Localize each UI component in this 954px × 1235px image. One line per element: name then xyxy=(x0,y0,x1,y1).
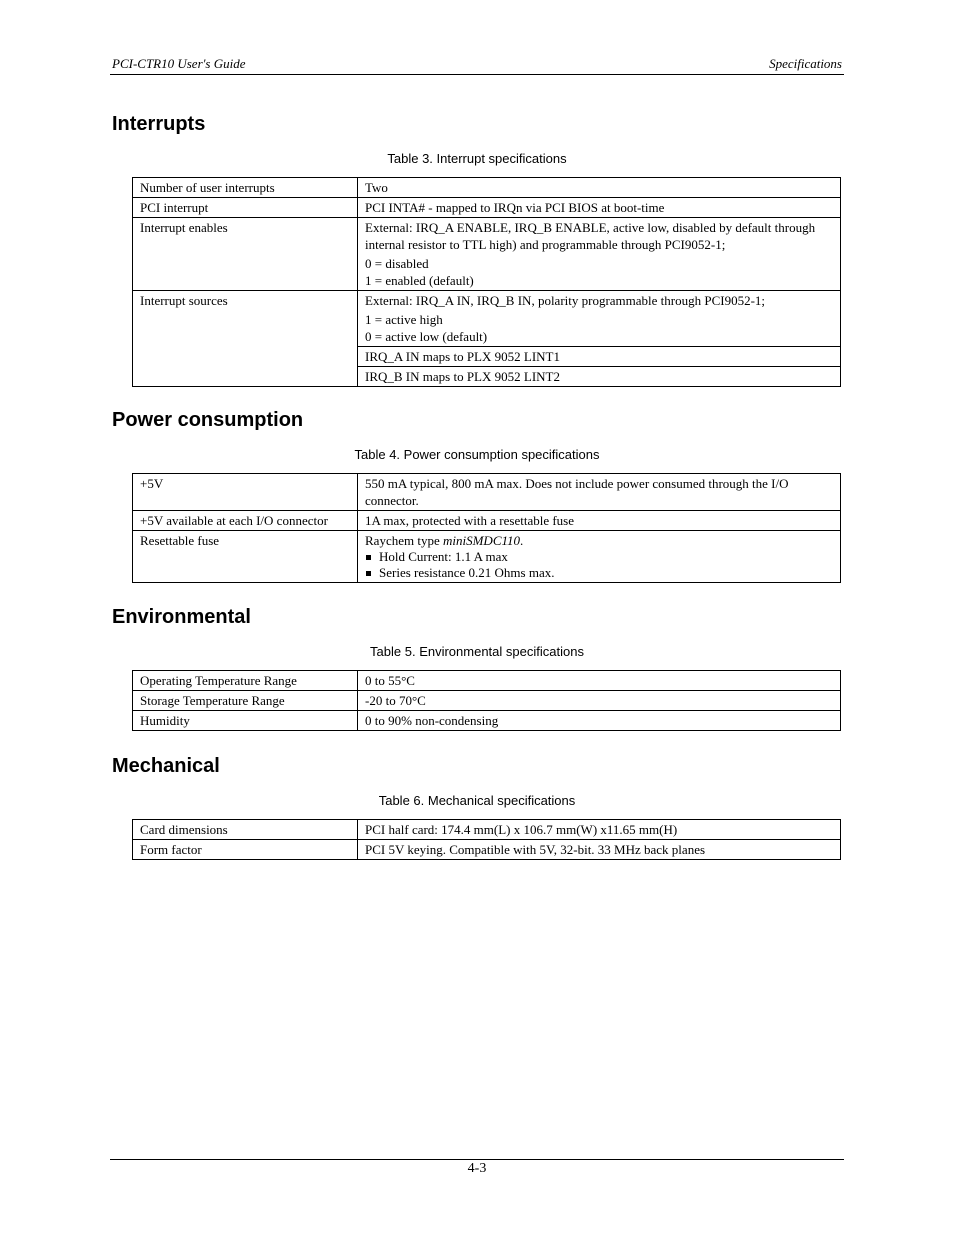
table-row xyxy=(133,291,841,347)
value-line: 1 = active high xyxy=(365,312,443,327)
value-line: External: IRQ_A ENABLE, IRQ_B ENABLE, active low, disabled by default through internal resistor to TTL high) and programmable through PCI9052-1; xyxy=(365,220,816,252)
fuse-type xyxy=(365,532,833,549)
section-heading-environmental: Environmental xyxy=(112,606,251,628)
table-row xyxy=(133,691,841,711)
list-item: Hold Current: 1.1 A max xyxy=(365,549,833,565)
value-line: 0 = disabled xyxy=(365,256,429,271)
row-label: Humidity xyxy=(133,711,358,731)
row-label: Number of user interrupts xyxy=(133,178,358,198)
table-row xyxy=(133,531,841,583)
section-heading-mechanical: Mechanical xyxy=(112,755,220,777)
row-label: Interrupt enables xyxy=(133,218,358,291)
row-label: +5V xyxy=(133,474,358,511)
page-footer xyxy=(110,1159,844,1176)
section-heading-interrupts: Interrupts xyxy=(112,113,206,135)
row-label: Storage Temperature Range xyxy=(133,691,358,711)
row-value: PCI INTA# - mapped to IRQn via PCI BIOS at boot-time xyxy=(358,198,841,218)
fuse-type-suffix: . xyxy=(520,533,524,548)
row-value: IRQ_A IN maps to PLX 9052 LINT1 xyxy=(358,347,841,367)
document-title: PCI-CTR10 User's Guide xyxy=(112,56,246,71)
row-label: PCI interrupt xyxy=(133,198,358,218)
table-row xyxy=(133,218,841,291)
row-value: 550 mA typical, 800 mA max. Does not include power consumed through the I/O connector. xyxy=(358,474,841,511)
table-row xyxy=(133,820,841,840)
row-label: Interrupt sources xyxy=(133,291,358,387)
table-row xyxy=(133,840,841,860)
row-value: 1A max, protected with a resettable fuse xyxy=(358,511,841,531)
section-heading-power: Power consumption xyxy=(112,409,304,431)
chapter-title: Specifications xyxy=(769,56,842,71)
row-value xyxy=(358,531,841,583)
mechanical-spec-table xyxy=(132,819,841,860)
row-value xyxy=(358,291,841,347)
power-spec-table xyxy=(132,473,841,583)
table-caption-environmental: Table 5. Environmental specifications xyxy=(370,644,584,659)
row-value: -20 to 70°C xyxy=(358,691,841,711)
table-row xyxy=(133,711,841,731)
row-value: PCI half card: 174.4 mm(L) x 106.7 mm(W) x11.65 mm(H) xyxy=(358,820,841,840)
row-label: +5V available at each I/O connector xyxy=(133,511,358,531)
row-label: Operating Temperature Range xyxy=(133,671,358,691)
table-caption-interrupts: Table 3. Interrupt specifications xyxy=(387,151,567,166)
fuse-part-number: miniSMDC110 xyxy=(442,533,521,548)
fuse-bullet-list xyxy=(365,549,833,581)
fuse-type-prefix: Raychem type xyxy=(365,533,443,548)
table-row xyxy=(133,474,841,511)
table-row xyxy=(133,198,841,218)
table-row xyxy=(133,511,841,531)
row-value: PCI 5V keying. Compatible with 5V, 32-bit. 33 MHz back planes xyxy=(358,840,841,860)
row-value: Two xyxy=(358,178,841,198)
table-caption-mechanical: Table 6. Mechanical specifications xyxy=(378,793,576,808)
list-item: Series resistance 0.21 Ohms max. xyxy=(365,565,833,581)
row-value: 0 to 90% non-condensing xyxy=(358,711,841,731)
row-value: 0 to 55°C xyxy=(358,671,841,691)
table-row xyxy=(133,178,841,198)
row-label: Form factor xyxy=(133,840,358,860)
value-line: External: IRQ_A IN, IRQ_B IN, polarity programmable through PCI9052-1; xyxy=(365,293,766,308)
interrupt-spec-table xyxy=(132,177,841,387)
row-value xyxy=(358,218,841,291)
row-value: IRQ_B IN maps to PLX 9052 LINT2 xyxy=(358,367,841,387)
table-caption-power: Table 4. Power consumption specifications xyxy=(354,447,600,462)
page-number: 4-3 xyxy=(467,1161,487,1176)
row-label: Resettable fuse xyxy=(133,531,358,583)
table-row xyxy=(133,671,841,691)
running-header xyxy=(110,54,844,75)
value-line: 0 = active low (default) xyxy=(365,329,488,344)
environmental-spec-table xyxy=(132,670,841,731)
row-label: Card dimensions xyxy=(133,820,358,840)
value-line: 1 = enabled (default) xyxy=(365,273,474,288)
